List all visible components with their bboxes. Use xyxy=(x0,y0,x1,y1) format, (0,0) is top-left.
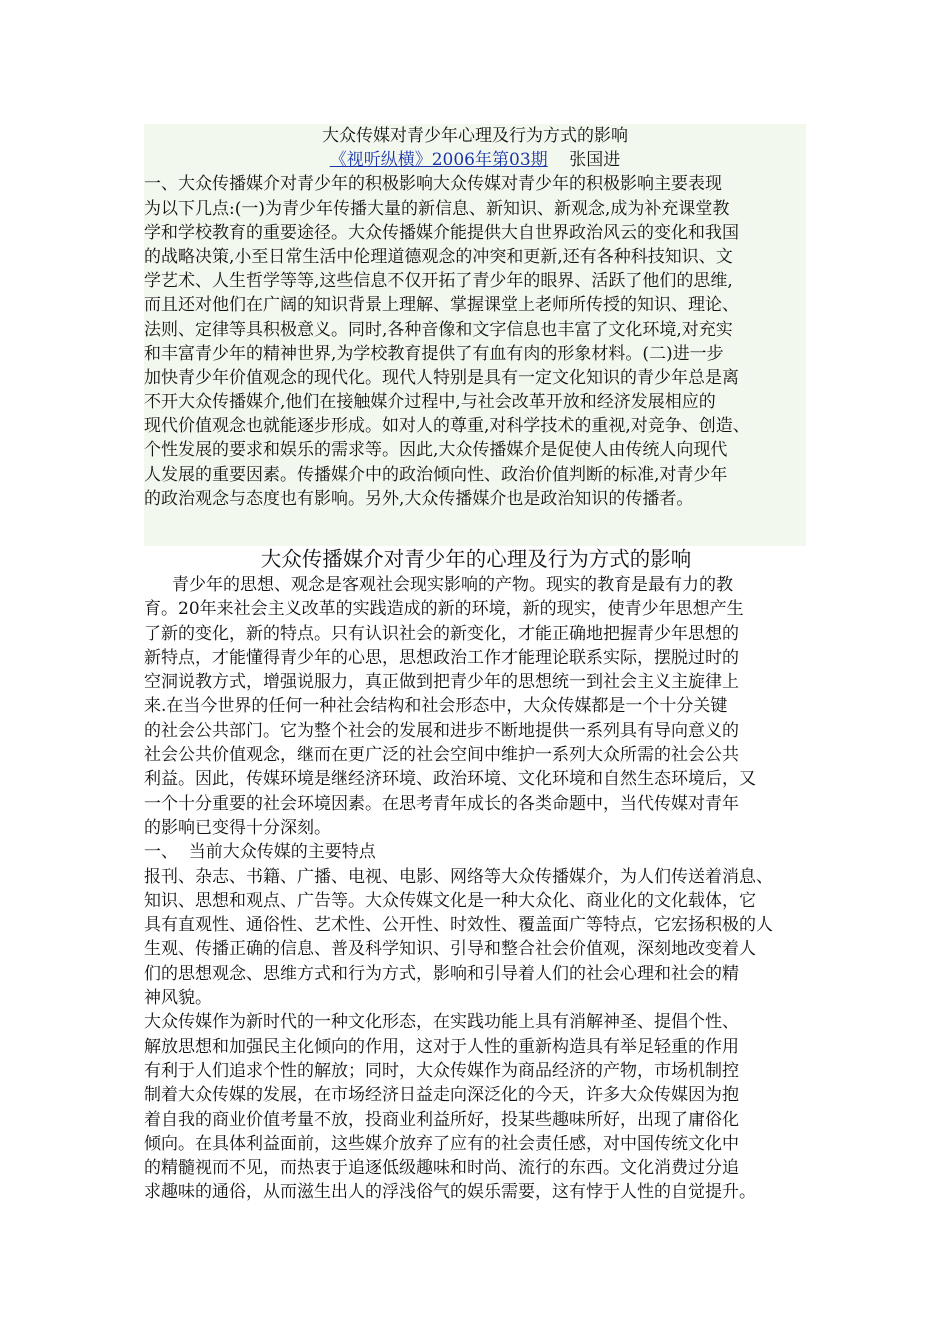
text-line: 的精髓视而不见，而热衷于追逐低级趣味和时尚、流行的东西。文化消费过分追 xyxy=(144,1158,739,1179)
text-line: 的社会公共部门。它为整个社会的发展和进步不断地提供一系列具有导向意义的 xyxy=(144,720,739,741)
article-excerpt-box xyxy=(144,124,806,546)
text-line: 的政治观念与态度也有影响。另外,大众传播媒介也是政治知识的传播者。 xyxy=(144,488,694,509)
text-line: 空洞说教方式，增强说服力，真正做到把青少年的思想统一到社会主义主旋律上 xyxy=(144,672,739,693)
text-line: 的战略决策,小至日常生活中伦理道德观念的冲突和更新,还有各种科技知识、文 xyxy=(144,246,733,267)
text-line: 的影响已变得十分深刻。 xyxy=(144,817,331,838)
text-line: 报刊、杂志、书籍、广播、电视、电影、网络等大众传播媒介，为人们传送着消息、 xyxy=(144,866,773,887)
text-line: 解放思想和加强民主化倾向的作用，这对于人性的重新构造具有举足轻重的作用 xyxy=(144,1036,739,1057)
text-line: 而且还对他们在广阔的知识背景上理解、掌握课堂上老师所传授的知识、理论、 xyxy=(144,295,739,316)
text-line: 着自我的商业价值考量不放，投商业利益所好，投某些趣味所好，出现了庸俗化 xyxy=(144,1109,739,1130)
text-line: 新特点，才能懂得青少年的心思，思想政治工作才能理论联系实际，摆脱过时的 xyxy=(144,647,739,668)
text-line: 个性发展的要求和娱乐的需求等。因此,大众传播媒介是促使人由传统人向现代 xyxy=(144,440,728,461)
text-line: 制着大众传媒的发展，在市场经济日益走向深泛化的今天，许多大众传媒因为抱 xyxy=(144,1085,739,1106)
subheading: 一、 当前大众传媒的主要特点 xyxy=(144,842,376,863)
text-line: 神风貌。 xyxy=(144,988,212,1009)
text-line: 了新的变化，新的特点。只有认识社会的新变化，才能正确地把握青少年思想的 xyxy=(144,623,739,644)
text-line: 加快青少年价值观念的现代化。现代人特别是具有一定文化知识的青少年总是离 xyxy=(144,367,739,388)
text-line: 们的思想观念、思维方式和行为方式，影响和引导着人们的社会心理和社会的精 xyxy=(144,963,739,984)
author-name: 张国进 xyxy=(569,150,621,171)
text-line: 生观、传播正确的信息、普及科学知识、引导和整合社会价值观，深刻地改变着人 xyxy=(144,939,756,960)
text-line: 社会公共价值观念，继而在更广泛的社会空间中维护一系列大众所需的社会公共 xyxy=(144,745,739,766)
text-line: 利益。因此，传媒环境是继经济环境、政治环境、文化环境和自然生态环境后，又 xyxy=(144,769,756,790)
text-line: 求趣味的通俗，从而滋生出人的浮浅俗气的娱乐需要，这有悖于人性的自觉提升。 xyxy=(144,1182,756,1203)
text-line: 一个十分重要的社会环境因素。在思考青年成长的各类命题中，当代传媒对青年 xyxy=(144,793,739,814)
text-line: 为以下几点:(一)为青少年传播大量的新信息、新知识、新观念,成为补充课堂教 xyxy=(144,198,730,219)
main-section xyxy=(144,546,808,1205)
text-line: 和丰富青少年的精神世界,为学校教育提供了有血有肉的形象材料。(二)进一步 xyxy=(144,343,724,364)
text-line: 有利于人们追求个性的解放；同时，大众传媒作为商品经济的产物，市场机制控 xyxy=(144,1060,739,1081)
text-line: 具有直观性、通俗性、艺术性、公开性、时效性、覆盖面广等特点，它宏扬积极的人 xyxy=(144,915,773,936)
text-line: 学艺术、人生哲学等等,这些信息不仅开拓了青少年的眼界、活跃了他们的思维, xyxy=(144,271,733,292)
source-link[interactable]: 《视听纵横》2006年第03期 xyxy=(329,150,548,171)
text-line: 育。20年来社会主义改革的实践造成的新的环境，新的现实，使青少年思想产生 xyxy=(144,599,744,620)
text-line: 人发展的重要因素。传播媒介中的政治倾向性、政治价值判断的标准,对青少年 xyxy=(144,464,728,485)
text-line: 不开大众传播媒介,他们在接触媒介过程中,与社会改革开放和经济发展相应的 xyxy=(144,392,716,413)
text-line: 学和学校教育的重要途径。大众传播媒介能提供大自世界政治风云的变化和我国 xyxy=(144,222,739,243)
text-line: 倾向。在具体利益面前，这些媒介放弃了应有的社会责任感，对中国传统文化中 xyxy=(144,1133,739,1154)
source-line xyxy=(144,148,806,172)
section-title: 大众传播媒介对青少年的心理及行为方式的影响 xyxy=(260,547,692,571)
text-line: 青少年的思想、观念是客观社会现实影响的产物。现实的教育是最有力的教 xyxy=(172,575,733,595)
text-line: 大众传媒作为新时代的一种文化形态，在实践功能上具有消解神圣、提倡个性、 xyxy=(144,1012,739,1033)
excerpt-body xyxy=(144,172,806,511)
text-line: 现代价值观念也就能逐步形成。如对人的尊重,对科学技术的重视,对竞争、创造、 xyxy=(144,416,750,437)
text-line: 知识、思想和观点、广告等。大众传媒文化是一种大众化、商业化的文化载体，它 xyxy=(144,890,756,911)
text-line: 来.在当今世界的任何一种社会结构和社会形态中，大众传媒都是一个十分关键 xyxy=(144,696,728,717)
text-line: 一、大众传播媒介对青少年的积极影响大众传媒对青少年的积极影响主要表现 xyxy=(144,174,722,195)
text-line: 法则、定律等具积极意义。同时,各种音像和文字信息也丰富了文化环境,对充实 xyxy=(144,319,733,340)
excerpt-title: 大众传媒对青少年心理及行为方式的影响 xyxy=(322,126,628,146)
